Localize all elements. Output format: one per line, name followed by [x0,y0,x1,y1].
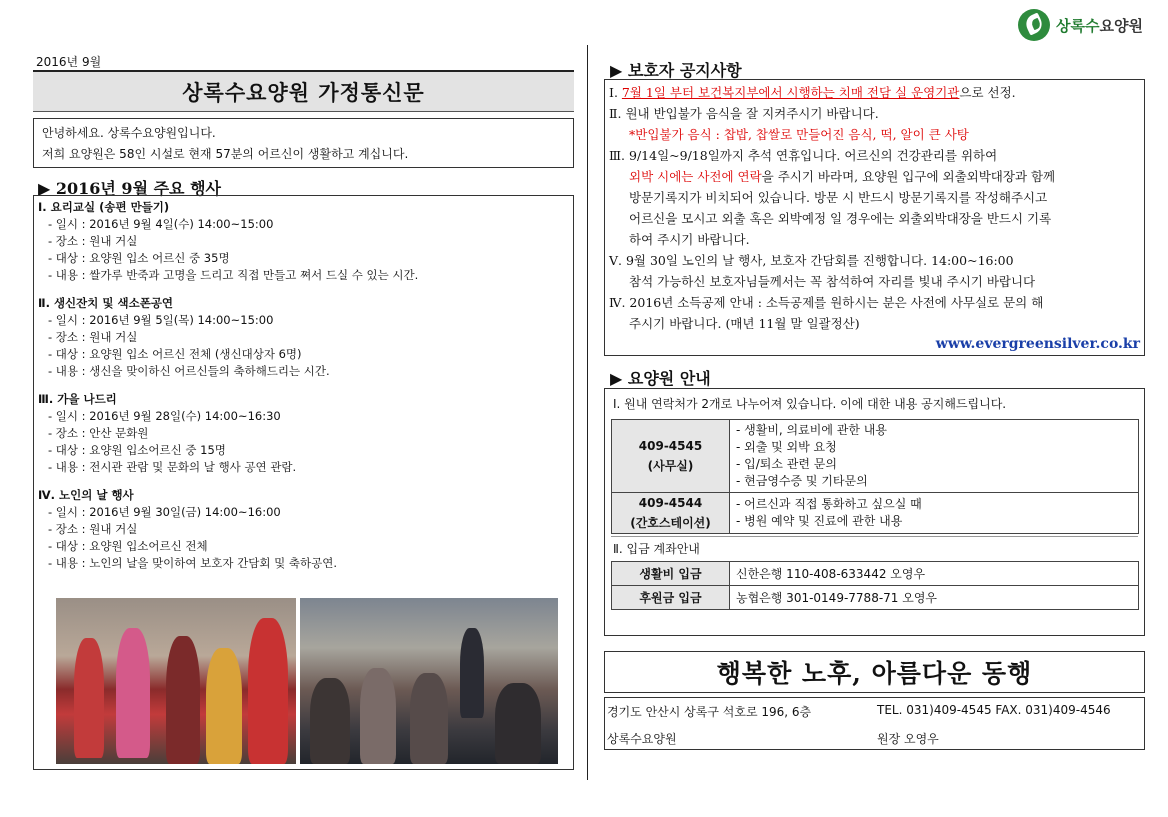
event-title: Ⅰ. 요리교실 (송편 만들기) [38,200,170,214]
contact-dept: (사무실) [647,459,694,473]
notice-item: 하여 주시기 바랍니다. [629,232,750,247]
column-divider [587,45,588,780]
contact-item: - 병원 예약 및 진료에 관한 내용 [736,514,903,528]
event-detail: - 내용 : 쌀가루 반죽과 고명을 드리고 직접 만들고 쪄서 드실 수 있는 시간. [48,268,419,282]
guide-intro: Ⅰ. 원내 연락처가 2개로 나누어져 있습니다. 이에 대한 내용 공지해드립니다. [613,397,1007,411]
event-detail: - 대상 : 요양원 입소어르신 전체 [48,539,208,553]
notice-item: 주시기 바랍니다. (매년 11월 말 일괄정산) [629,316,860,331]
greeting-line: 안녕하세요. 상록수요양원입니다. [42,126,216,140]
contact-item: - 현금영수증 및 기타문의 [736,474,868,488]
events-box [33,195,574,770]
event-detail: - 대상 : 요양원 입소 어르신 전체 (생신대상자 6명) [48,347,302,361]
account-label: 생활비 입금 [612,562,730,586]
contact-number: 409-4545 [638,439,703,453]
footer-address: 경기도 안산시 상록구 석호로 196, 6층 [607,705,812,719]
event-item [38,487,569,572]
event-item [38,295,569,380]
event-title: Ⅱ. 생신잔치 및 색소폰공연 [38,296,174,310]
contact-items [730,420,1139,493]
notice-heading: ▶ 보호자 공지사항 [610,61,742,80]
account-value: 신한은행 110-408-633442 오영우 [730,562,1139,586]
event-title: Ⅳ. 노인의 날 행사 [38,488,134,502]
website-link[interactable]: www.evergreensilver.co.kr [935,336,1140,352]
event-detail: - 일시 : 2016년 9월 4일(수) 14:00~15:00 [48,217,274,231]
contact-items [730,493,1139,534]
contact-key [612,420,730,493]
notice-item: 어르신을 모시고 외출 혹은 외박예정 일 경우에는 외출외박대장을 반드시 기록 [629,211,1052,226]
event-detail: - 장소 : 원내 거실 [48,522,138,536]
guide-heading: ▶ 요양원 안내 [610,369,711,388]
table-row [612,420,1139,493]
notice-item: Ⅱ. 원내 반입불가 음식을 잘 지켜주시기 바랍니다. [609,106,879,121]
event-title: Ⅲ. 가을 나드리 [38,392,117,406]
account-label: 후원금 입금 [612,586,730,610]
contact-item: - 생활비, 의료비에 관한 내용 [736,423,887,437]
footer-phone: TEL. 031)409-4545 FAX. 031)409-4546 [877,703,1111,717]
event-item [38,199,569,284]
contact-table [611,419,1139,534]
account-table [611,561,1139,610]
event-photo-costume-performance [56,598,296,764]
greeting-box [33,118,574,168]
slogan: 행복한 노후, 아름다운 동행 [604,651,1145,693]
notice-highlight: *반입불가 음식 : 찹밥, 찹쌀로 만들어진 음식, 떡, 알이 큰 사탕 [629,127,969,142]
event-detail: - 내용 : 노인의 날을 맞이하여 보호자 간담회 및 축하공연. [48,556,337,570]
event-detail: - 일시 : 2016년 9월 5일(목) 14:00~15:00 [48,313,274,327]
event-item [38,391,569,476]
event-detail: - 일시 : 2016년 9월 30일(금) 14:00~16:00 [48,505,281,519]
account-heading: Ⅱ. 입금 계좌안내 [611,536,1138,561]
event-detail: - 대상 : 요양원 입소 어르신 중 35명 [48,251,230,265]
contact-key [612,493,730,534]
notice-item: 방문기록지가 비치되어 있습니다. 방문 시 반드시 방문기록지를 작성해주시고 [629,190,1048,205]
contact-number: 409-4544 [638,496,703,510]
notice-item: Ⅴ. 9월 30일 노인의 날 행사, 보호자 간담회를 진행합니다. 14:00~16:00 [609,253,1014,268]
greeting-line: 저희 요양원은 58인 시설로 현재 57분의 어르신이 생활하고 계십니다. [42,147,409,161]
contact-dept: (간호스테이션) [630,516,711,530]
events-heading: ▶ 2016년 9월 주요 행사 [38,179,221,198]
table-row [612,586,1139,610]
event-photo-audience [300,598,558,764]
guide-box [604,388,1145,636]
table-row [612,493,1139,534]
footer-org: 상록수요양원 [607,732,677,746]
event-detail: - 내용 : 생신을 맞이하신 어르신들의 축하해드리는 시간. [48,364,330,378]
logo [1018,8,1143,42]
event-detail: - 장소 : 원내 거실 [48,330,138,344]
account-value: 농협은행 301-0149-7788-71 오영우 [730,586,1139,610]
event-detail: - 대상 : 요양원 입소어르신 중 15명 [48,443,226,457]
table-row [612,562,1139,586]
notice-item: Ⅲ. 9/14일~9/18일까지 추석 연휴입니다. 어르신의 건강관리를 위하여 [609,148,998,163]
event-detail: - 내용 : 전시관 관람 및 문화의 날 행사 공연 관람. [48,460,297,474]
notice-item: 참석 가능하신 보호자님들께서는 꼭 참석하여 자리를 빛내 주시기 바랍니다 [629,274,1036,289]
notice-item: 외박 시에는 사전에 연락을 주시기 바라며, 요양원 입구에 외출외박대장과 함께 [629,169,1056,184]
event-detail: - 일시 : 2016년 9월 28일(수) 14:00~16:30 [48,409,281,423]
notice-item: Ⅳ. 2016년 소득공제 안내 : 소득공제를 원하시는 분은 사전에 사무실로 문의 해 [609,295,1044,310]
contact-item: - 어르신과 직접 통화하고 싶으실 때 [736,497,922,511]
issue-date: 2016년 9월 [36,55,102,69]
footer [604,697,1145,750]
footer-director: 원장 오영우 [877,732,939,746]
notice-highlight: 외박 시에는 사전에 연락 [629,169,762,184]
contact-item: - 외출 및 외박 요청 [736,440,837,454]
event-detail: - 장소 : 안산 문화원 [48,426,149,440]
leaf-logo-icon [1018,9,1050,41]
notice-highlight: 7월 1일 부터 보건복지부에서 시행하는 치매 전담 실 운영기관 [621,85,960,100]
contact-item: - 입/퇴소 관련 문의 [736,457,837,471]
notice-box [604,79,1145,356]
logo-text: 상록수요양원 [1056,16,1143,35]
page-title: 상록수요양원 가정통신문 [33,70,574,112]
notice-item: Ⅰ. 7월 1일 부터 보건복지부에서 시행하는 치매 전담 실 운영기관으로 선정. [609,85,1016,100]
event-detail: - 장소 : 원내 거실 [48,234,138,248]
